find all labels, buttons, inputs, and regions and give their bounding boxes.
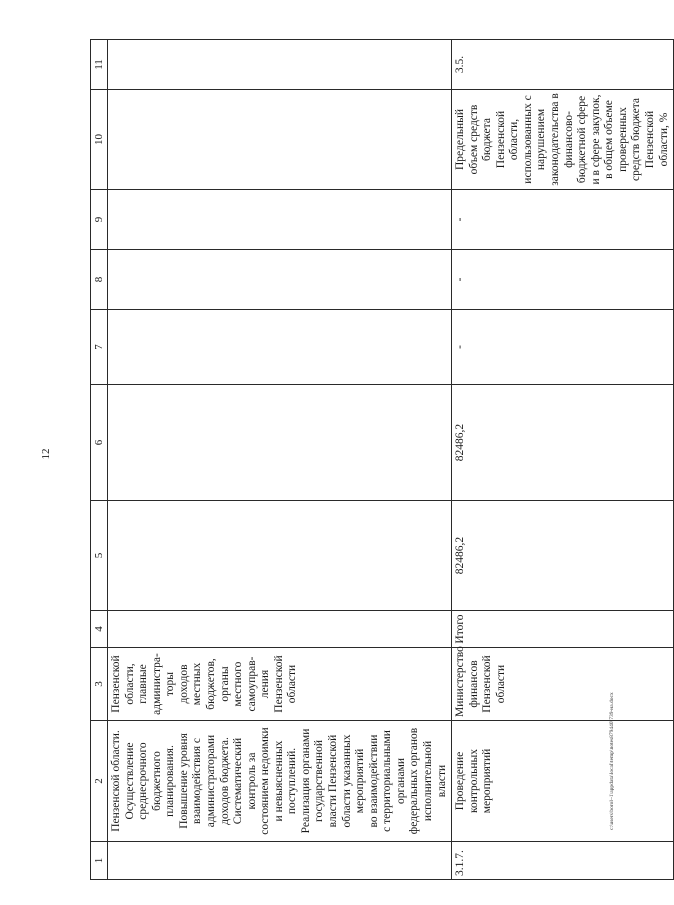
cell-executor: Пензенской области, главные администра- торы доходов местных бюджетов, органы местного самоуправ- ления Пензенской области [108,648,452,721]
cell-year: - [452,250,674,310]
page-number: 12 [40,448,52,460]
cell-total [108,501,452,611]
cell-year: 82486,2 [452,385,674,501]
column-header: 4 [91,611,108,648]
table-row-3-1-7 [452,40,674,880]
cell-number [108,842,452,880]
column-header: 3 [91,648,108,721]
cell-year [108,190,452,250]
column-header: 10 [91,90,108,190]
cell-executor: Министерство финансов Пензенской области [452,648,674,721]
cell-number: 3.1.7. [452,842,674,880]
cell-year [108,250,452,310]
cell-source [108,611,452,648]
cell-source: Итого [452,611,674,648]
column-header: 5 [91,501,108,611]
cell-year: - [452,310,674,385]
program-table [90,39,674,880]
column-header: 9 [91,190,108,250]
cell-total: 82486,2 [452,501,674,611]
column-header: 8 [91,250,108,310]
column-header: 1 [91,842,108,880]
cell-indicator-number: 3.5. [452,40,674,90]
cell-measure: Проведение контрольных мероприятий [452,721,674,842]
column-header: 11 [91,40,108,90]
cell-year [108,310,452,385]
column-header: 6 [91,385,108,501]
file-path-footer: c:\users\borol~1\appdata\local\temp\notes879440\739-на.docx [609,692,615,830]
rotated-table-page [90,40,670,880]
column-number-row [91,40,108,880]
cell-indicator-number [108,40,452,90]
column-header: 2 [91,721,108,842]
column-header: 7 [91,310,108,385]
cell-indicator: Предельный объем средств бюджета Пензенской области, использованных с нарушением законодательства в финансово- бюджетной сфере и в сфере закупок, в общем объеме проверенных средств бюджета Пензенской области, % [452,90,674,190]
cell-indicator [108,90,452,190]
cell-year: - [452,190,674,250]
table-row-continued [108,40,452,880]
cell-measure: Пензенской области. Осуществление среднесрочного бюджетного планирования. Повышение уровня взаимодействия с администраторами доходов бюджета. Систематический контроль за состоянием недоимки и невыясненных поступлений. Реализация органами государственной власти Пензенской области указанных мероприятий во взаимодействии с территориальными органами федеральных органов исполнительной власти [108,721,452,842]
cell-year [108,385,452,501]
